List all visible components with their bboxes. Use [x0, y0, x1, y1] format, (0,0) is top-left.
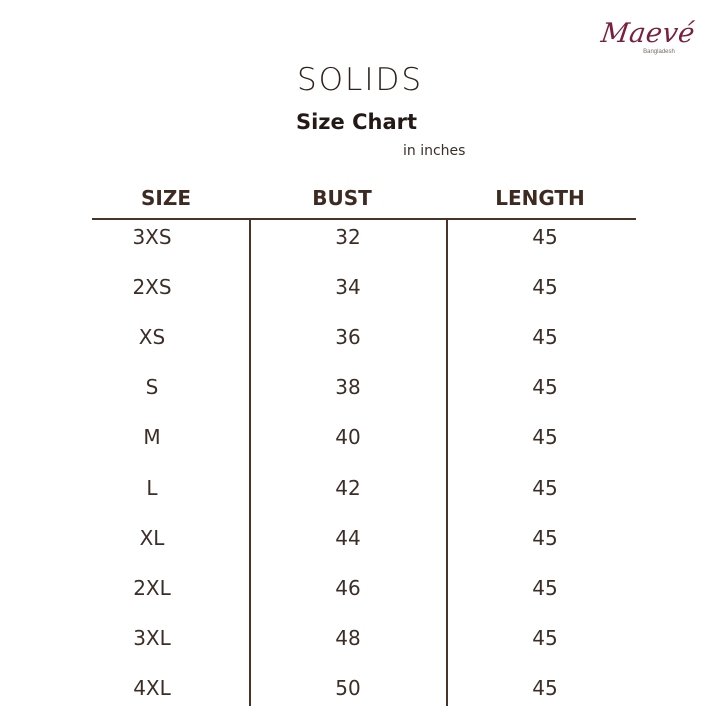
table-row: [0, 673, 720, 703]
table-row: [0, 422, 720, 452]
column-header-bust: BUST: [312, 186, 372, 210]
size-cell: 3XL: [133, 626, 171, 650]
table-row: [0, 623, 720, 653]
table-row: [0, 322, 720, 352]
bust-cell: 34: [335, 275, 361, 299]
collection-title: SOLIDS: [296, 62, 424, 98]
brand-wordmark: Maevé: [599, 18, 697, 49]
bust-cell: 38: [335, 375, 361, 399]
size-cell: XL: [139, 526, 165, 550]
length-cell: 45: [532, 526, 558, 550]
length-cell: 45: [532, 325, 558, 349]
brand-logo: [598, 18, 698, 56]
table-row: [0, 473, 720, 503]
bust-cell: 32: [335, 225, 361, 249]
bust-cell: 46: [335, 576, 361, 600]
length-cell: 45: [532, 275, 558, 299]
table-row: [0, 573, 720, 603]
table-row: [0, 372, 720, 402]
size-cell: M: [143, 425, 161, 449]
size-cell: XS: [138, 325, 166, 349]
bust-cell: 48: [335, 626, 361, 650]
bust-cell: 42: [335, 476, 361, 500]
bust-cell: 44: [335, 526, 361, 550]
brand-tagline: Bangladesh: [643, 49, 675, 55]
bust-cell: 40: [335, 425, 361, 449]
size-cell: L: [146, 476, 158, 500]
size-cell: S: [145, 375, 159, 399]
chart-subtitle: Size Chart: [295, 110, 418, 134]
length-cell: 45: [532, 626, 558, 650]
length-cell: 45: [532, 476, 558, 500]
bust-cell: 36: [335, 325, 361, 349]
table-row: [0, 272, 720, 302]
length-cell: 45: [532, 225, 558, 249]
length-cell: 45: [532, 576, 558, 600]
size-cell: 4XL: [133, 676, 171, 700]
table-row: [0, 523, 720, 553]
column-header-size: SIZE: [140, 186, 191, 210]
length-cell: 45: [532, 375, 558, 399]
bust-cell: 50: [335, 676, 361, 700]
size-cell: 2XL: [133, 576, 171, 600]
length-cell: 45: [532, 425, 558, 449]
header-divider: [92, 218, 636, 220]
size-cell: 2XS: [132, 275, 172, 299]
length-cell: 45: [532, 676, 558, 700]
units-note: in inches: [403, 143, 466, 159]
size-cell: 3XS: [132, 225, 172, 249]
column-header-length: LENGTH: [495, 186, 585, 210]
table-row: [0, 222, 720, 252]
